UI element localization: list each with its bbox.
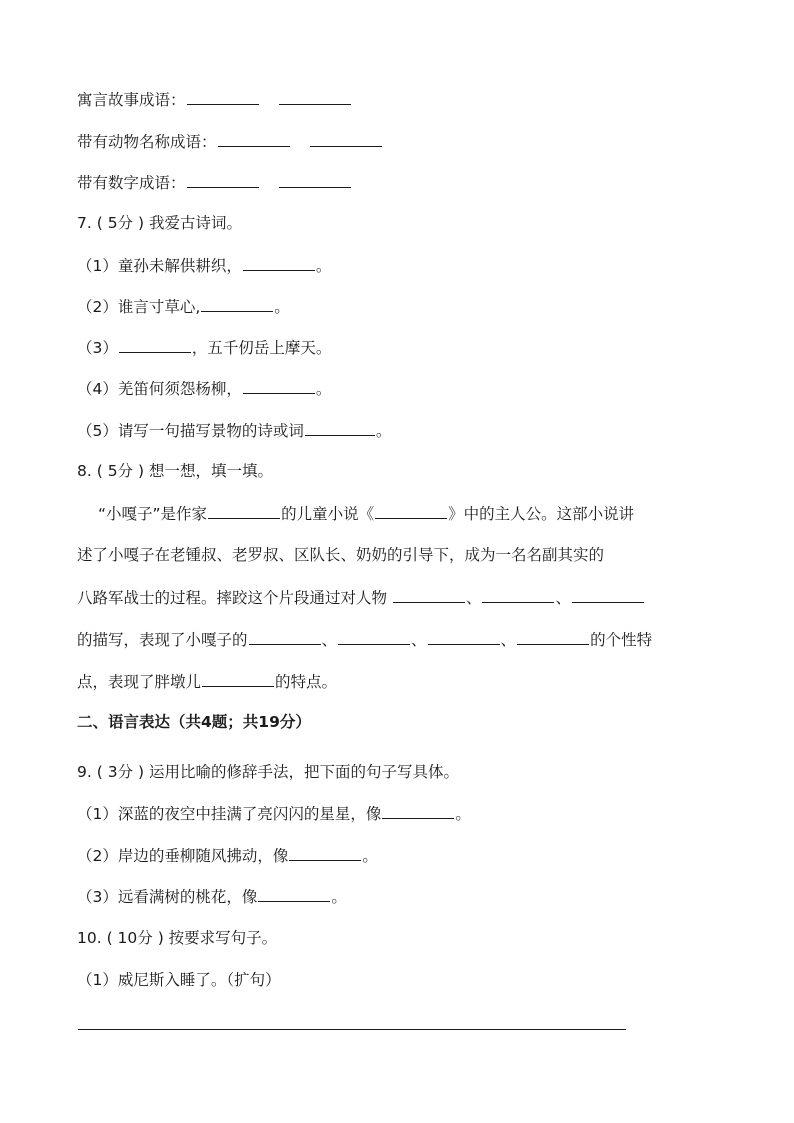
answer-blank[interactable]	[279, 89, 351, 105]
paragraph-text: 点，表现了胖墩儿	[77, 673, 202, 691]
question-9-item-2	[77, 845, 378, 866]
answer-blank[interactable]	[572, 587, 644, 603]
item-text: （3）	[77, 339, 118, 357]
question-8-line-1	[98, 503, 634, 524]
answer-blank[interactable]	[243, 255, 315, 271]
item-suffix: 。	[455, 805, 471, 823]
item-suffix: 。	[331, 888, 347, 906]
item-text: （4）羌笛何须怨杨柳，	[77, 380, 242, 398]
separator: 、	[321, 631, 338, 649]
question-9-title: 9. ( 3分 ) 运用比喻的修辞手法，把下面的句子写具体。	[77, 763, 459, 781]
idiom-animal-label: 带有动物名称成语：	[77, 133, 217, 151]
paragraph-text: 》中的主人公。这部小说讲	[448, 505, 635, 523]
question-8-line-5	[77, 671, 337, 692]
question-7-item-2	[77, 296, 290, 317]
question-7-title: 7. ( 5分 ) 我爱古诗词。	[77, 214, 242, 232]
answer-blank[interactable]	[208, 503, 280, 519]
separator: 、	[411, 631, 427, 649]
item-text: （5）请写一句描写景物的诗或词	[77, 422, 304, 440]
answer-blank[interactable]	[375, 503, 447, 519]
answer-blank[interactable]	[187, 172, 259, 188]
paragraph-text: 八路军战士的过程。摔跤这个片段通过对人物	[77, 589, 392, 607]
answer-blank[interactable]	[382, 803, 454, 819]
answer-blank[interactable]	[218, 131, 290, 147]
separator: 、	[465, 589, 482, 607]
item-text: （2）谁言寸草心,	[77, 298, 201, 316]
question-9-item-1	[77, 803, 471, 824]
answer-blank[interactable]	[258, 886, 330, 902]
question-9-item-3	[77, 886, 347, 907]
paragraph-text: 的个性特	[590, 631, 653, 649]
answer-blank[interactable]	[305, 420, 375, 436]
item-suffix: 。	[315, 380, 332, 398]
section-2-heading: 二、语言表达（共4题；共19分）	[77, 713, 311, 731]
answer-blank[interactable]	[119, 337, 191, 353]
item-suffix: 。	[375, 422, 392, 440]
question-8-line-4	[77, 629, 652, 650]
paragraph-text: “小嘎子”是作家	[98, 505, 208, 523]
paragraph-text: 的儿童小说《	[281, 505, 375, 523]
answer-blank[interactable]	[187, 89, 259, 105]
answer-blank[interactable]	[243, 378, 315, 394]
idiom-number-row	[77, 172, 352, 193]
paragraph-text: 的特点。	[275, 673, 338, 691]
answer-blank[interactable]	[482, 587, 554, 603]
question-10-title: 10. ( 10分 ) 按要求写句子。	[77, 929, 278, 947]
question-7-item-5	[77, 420, 391, 441]
item-suffix: 。	[274, 298, 290, 316]
idiom-animal-row	[77, 131, 383, 152]
answer-blank[interactable]	[428, 629, 500, 645]
item-suffix: 。	[362, 847, 378, 865]
question-10-answer-row	[77, 1014, 627, 1035]
question-8-title: 8. ( 5分 ) 想一想，填一填。	[77, 462, 273, 480]
item-suffix: 。	[315, 257, 332, 275]
answer-blank[interactable]	[201, 296, 273, 312]
answer-blank[interactable]	[279, 172, 351, 188]
answer-line[interactable]	[78, 1014, 626, 1030]
item-text: （2）岸边的垂柳随风拂动，像	[77, 847, 289, 865]
question-7-item-1	[77, 255, 331, 276]
answer-blank[interactable]	[289, 845, 361, 861]
answer-blank[interactable]	[338, 629, 410, 645]
question-10-item-1: （1）威尼斯入睡了。（扩句）	[77, 971, 281, 989]
item-text: （3）远看满树的桃花，像	[77, 888, 258, 906]
item-suffix: ，五千仞岳上摩天。	[191, 339, 332, 357]
answer-blank[interactable]	[393, 587, 465, 603]
item-text: （1）童孙未解供耕织，	[77, 257, 242, 275]
question-8-line-2: 述了小嘎子在老锺叔、老罗叔、区队长、奶奶的引导下，成为一名名副其实的	[77, 546, 605, 564]
idiom-fable-row	[77, 89, 352, 110]
paragraph-text: 的描写，表现了小嘎子的	[77, 631, 248, 649]
idiom-fable-label: 寓言故事成语：	[77, 91, 186, 109]
separator: 、	[555, 589, 571, 607]
answer-blank[interactable]	[517, 629, 589, 645]
question-7-item-3	[77, 337, 331, 358]
answer-blank[interactable]	[310, 131, 382, 147]
question-8-line-3	[77, 587, 645, 608]
separator: 、	[500, 631, 517, 649]
question-7-item-4	[77, 378, 331, 399]
idiom-number-label: 带有数字成语：	[77, 174, 186, 192]
answer-blank[interactable]	[249, 629, 321, 645]
answer-blank[interactable]	[202, 671, 274, 687]
item-text: （1）深蓝的夜空中挂满了亮闪闪的星星，像	[77, 805, 382, 823]
